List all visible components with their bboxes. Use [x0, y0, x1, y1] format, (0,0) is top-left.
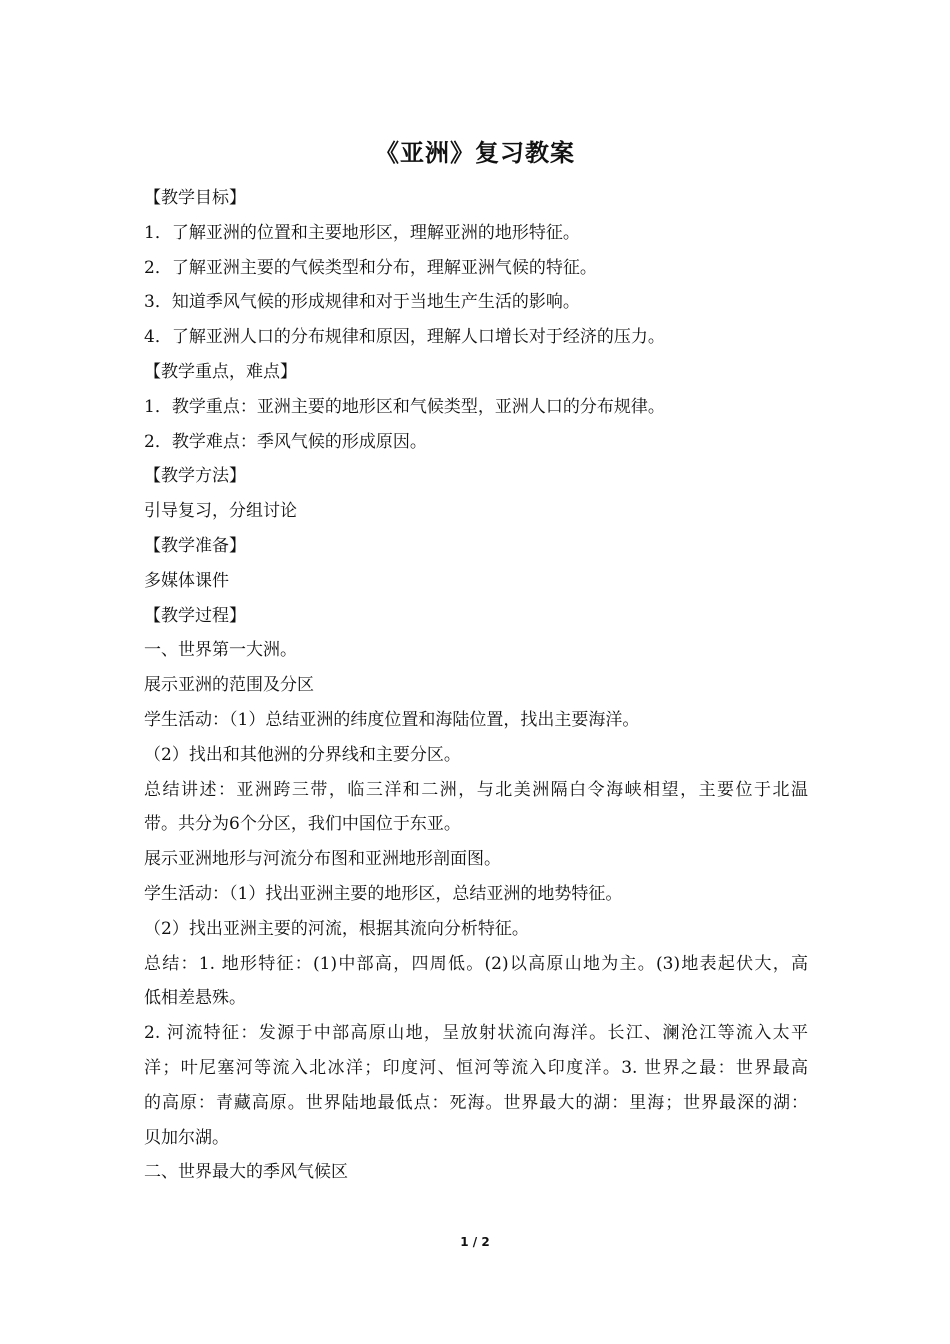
- paragraph-line: 总结：1. 地形特征：(1)中部高，四周低。(2)以高原山地为主。(3)地表起伏大，高: [144, 953, 808, 974]
- objective-2: 2．了解亚洲主要的气候类型和分布，理解亚洲气候的特征。: [144, 257, 597, 278]
- paragraph-line: 带。共分为6个分区，我们中国位于东亚。: [144, 814, 461, 835]
- paragraph-line: （2）找出和其他洲的分界线和主要分区。: [144, 744, 461, 765]
- part-one-heading: 一、世界第一大洲。: [144, 640, 297, 661]
- paragraph-line: 总结讲述：亚洲跨三带，临三洋和二洲，与北美洲隔白令海峡相望，主要位于北温: [144, 779, 808, 800]
- paragraph-line: 展示亚洲地形与河流分布图和亚洲地形剖面图。: [144, 849, 501, 870]
- paragraph-line: 的高原：青藏高原。世界陆地最低点：死海。世界最大的湖：里海；世界最深的湖：: [144, 1092, 808, 1113]
- section-heading-process: 【教学过程】: [144, 605, 246, 626]
- document-title: 《亚洲》复习教案: [375, 138, 575, 167]
- paragraph-line: 洋；叶尼塞河等流入北冰洋；印度河、恒河等流入印度洋。3. 世界之最：世界最高: [144, 1057, 808, 1078]
- objective-3: 3．知道季风气候的形成规律和对于当地生产生活的影响。: [144, 292, 580, 313]
- section-heading-objectives: 【教学目标】: [144, 188, 246, 208]
- section-heading-key-points: 【教学重点，难点】: [144, 361, 297, 382]
- preparation-text: 多媒体课件: [144, 570, 229, 591]
- methods-text: 引导复习，分组讨论: [144, 501, 297, 522]
- paragraph-line: （2）找出亚洲主要的河流，根据其流向分析特征。: [144, 918, 529, 939]
- objective-4: 4．了解亚洲人口的分布规律和原因，理解人口增长对于经济的压力。: [144, 327, 665, 348]
- section-heading-methods: 【教学方法】: [144, 466, 246, 487]
- paragraph-line: 贝加尔湖。: [144, 1127, 229, 1148]
- section-heading-preparation: 【教学准备】: [144, 535, 246, 556]
- part-two-heading: 二、世界最大的季风气候区: [144, 1162, 348, 1183]
- paragraph-line: 展示亚洲的范围及分区: [144, 675, 314, 696]
- objective-1: 1．了解亚洲的位置和主要地形区，理解亚洲的地形特征。: [144, 222, 580, 243]
- key-point-1: 1．教学重点：亚洲主要的地形区和气候类型，亚洲人口的分布规律。: [144, 396, 665, 417]
- paragraph-line: 学生活动：（1）找出亚洲主要的地形区，总结亚洲的地势特征。: [144, 883, 623, 904]
- document-body: [144, 181, 808, 1190]
- key-point-2: 2．教学难点：季风气候的形成原因。: [144, 431, 427, 452]
- paragraph-line: 低相差悬殊。: [144, 988, 246, 1009]
- page-number: 1 / 2: [460, 1235, 490, 1249]
- paragraph-line: 学生活动：（1）总结亚洲的纬度位置和海陆位置，找出主要海洋。: [144, 709, 640, 730]
- paragraph-line: 2. 河流特征：发源于中部高原山地，呈放射状流向海洋。长江、澜沧江等流入太平: [144, 1023, 808, 1044]
